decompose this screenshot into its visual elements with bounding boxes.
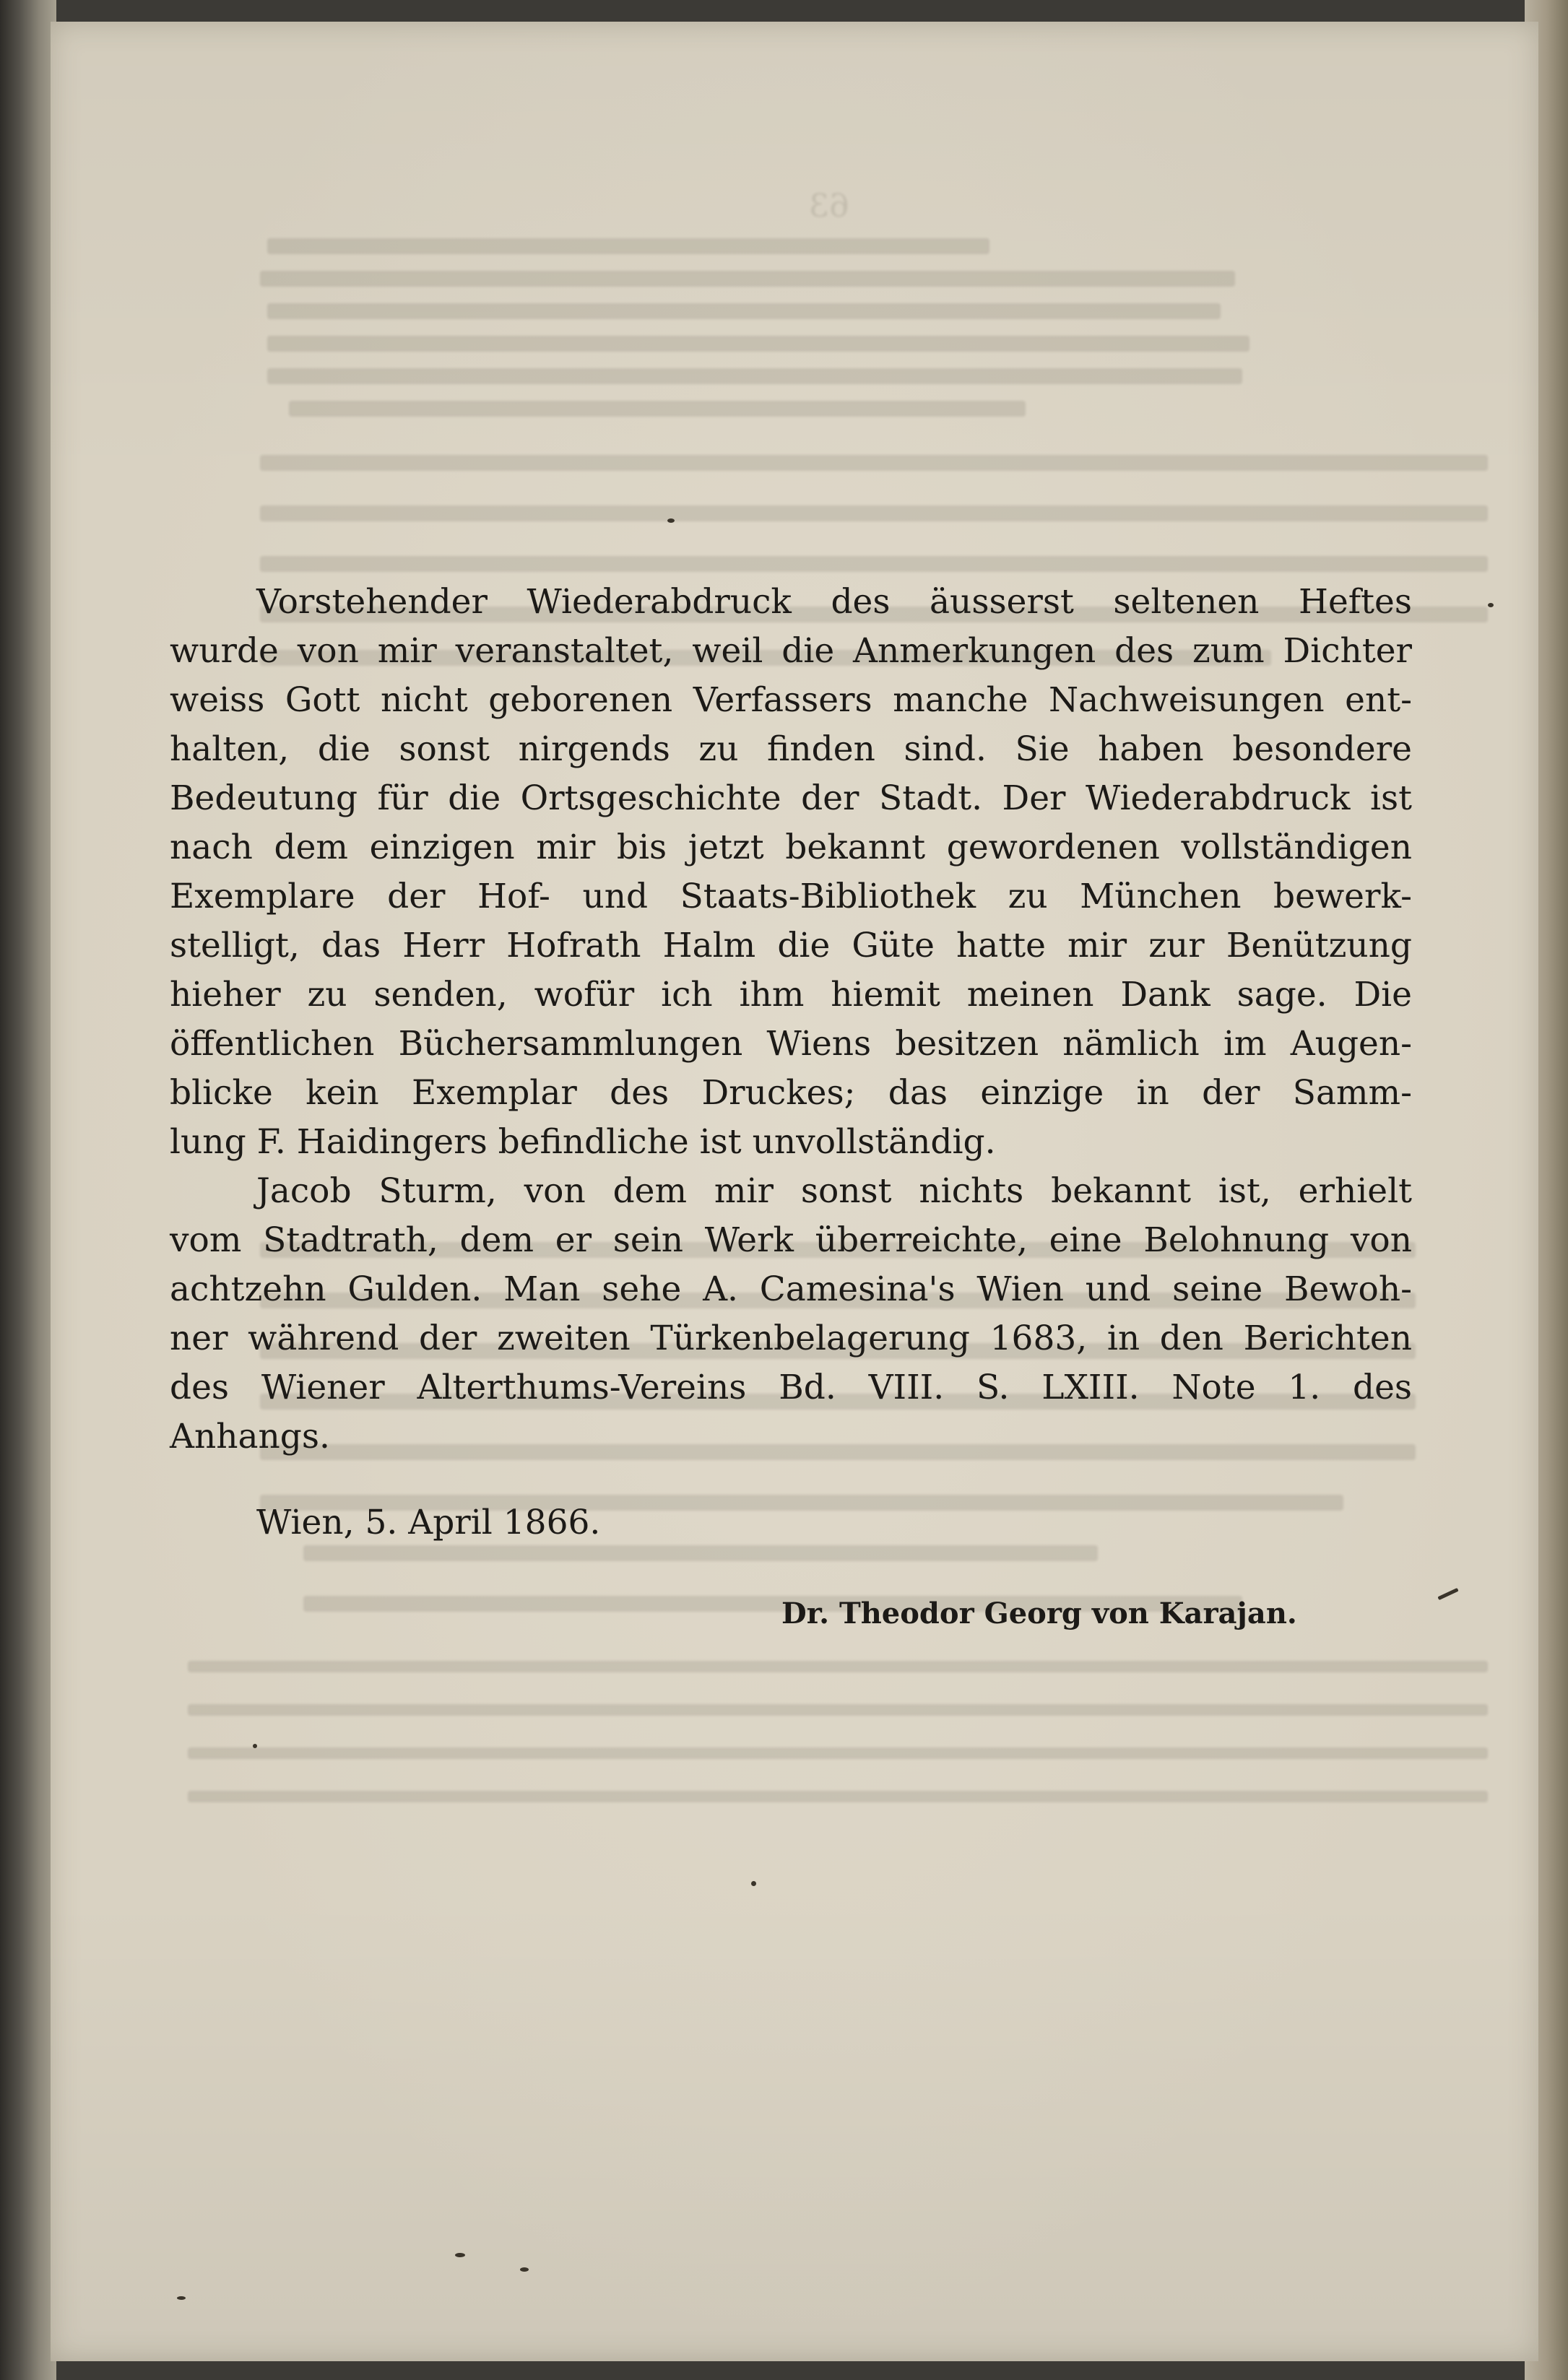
text-line: Bedeutung für die Ortsgeschichte der Stadt. Der Wiederabdruck ist [170,778,1412,818]
text-line: stelligt, das Herr Hofrath Halm die Güte hatte mir zur Benützung [170,926,1412,965]
text-line: Jacob Sturm, von dem mir sonst nichts bekannt ist, erhielt [256,1171,1412,1211]
text-line: wurde von mir veranstaltet, weil die Anmerkungen des zum Dichter [170,631,1412,671]
text-line: des Wiener Alterthums-Vereins Bd. VIII. S. LXIII. Note 1. des [170,1368,1412,1407]
text-line: achtzehn Gulden. Man sehe A. Camesina's Wien und seine Bewoh- [170,1269,1412,1309]
text-line: nach dem einzigen mir bis jetzt bekannt gewordenen vollständigen [170,828,1412,867]
text-line: halten, die sonst nirgends zu finden sind. Sie haben besondere [170,729,1412,769]
text-line: Anhangs. [170,1417,330,1456]
place-and-date: Wien, 5. April 1866. [256,1503,601,1542]
binding-edge-left [0,0,56,2380]
text-line: Vorstehender Wiederabdruck des äusserst seltenen Heftes [256,582,1412,622]
text-line: Exemplare der Hof- und Staats-Bibliothek zu München bewerk- [170,877,1412,916]
text-line: hieher zu senden, wofür ich ihm hiemit meinen Dank sage. Die [170,975,1412,1015]
text-line: öffentlichen Büchersammlungen Wiens besitzen nämlich im Augen- [170,1024,1412,1064]
text-line: lung F. Haidingers befindliche ist unvollständig. [170,1122,996,1162]
text-line: vom Stadtrath, dem er sein Werk überreichte, eine Belohnung von [170,1220,1412,1260]
text-line: ner während der zweiten Türkenbelagerung 1683, in den Berichten [170,1319,1412,1358]
text-line: blicke kein Exemplar des Druckes; das einzige in der Samm- [170,1073,1412,1113]
author-signature: Dr. Theodor Georg von Karajan. [781,1597,1297,1630]
text-line: weiss Gott nicht geborenen Verfassers manche Nachweisungen ent- [170,680,1412,720]
body-text [170,578,1412,1462]
show-through-page-number: 63 [809,188,849,225]
